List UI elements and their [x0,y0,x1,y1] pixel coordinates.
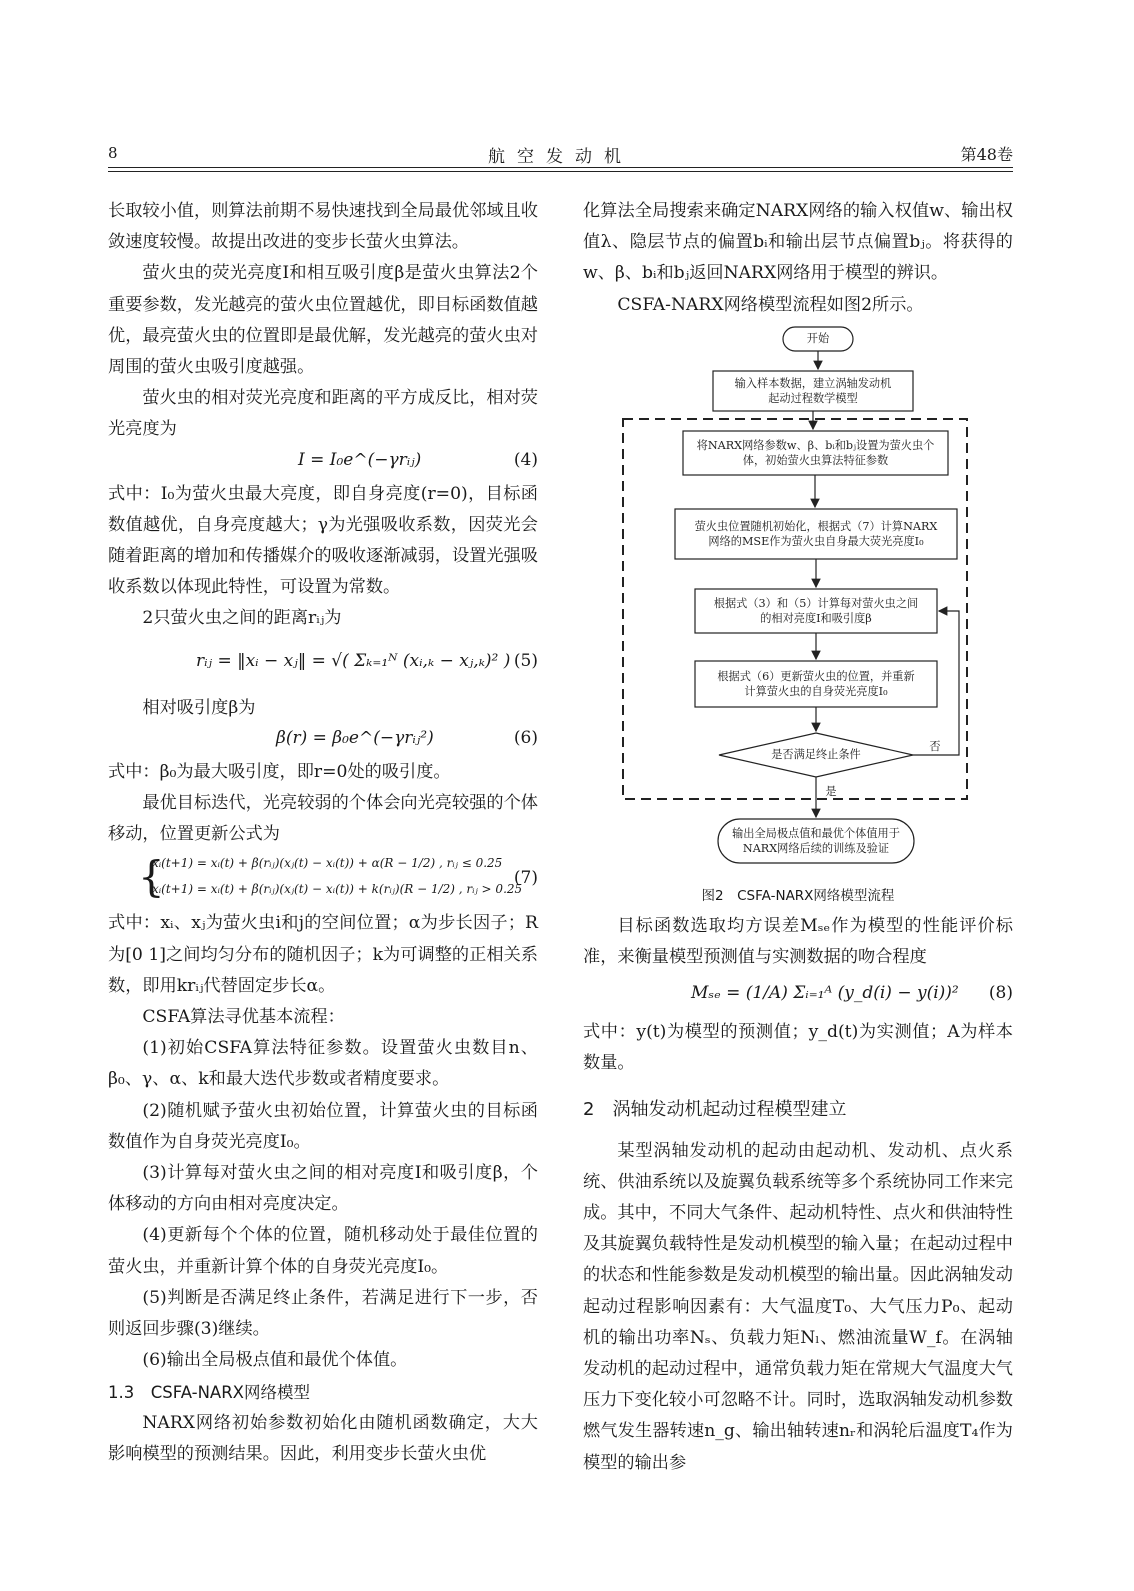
volume-label: 第48卷 [960,145,1013,164]
flow-decision: 是否满足终止条件 [771,747,861,761]
equation-8 [583,973,1013,1017]
flow-init-line: 萤火虫位置随机初始化，根据式（7）计算NARX [694,519,938,533]
paragraph: 长取较小值，则算法前期不易快速找到全局最优邻域且收敛速度较慢。故提出改进的变步长萤火虫算法。 [108,201,538,253]
journal-title: 航空发动机 [488,147,633,167]
flow-output-line: 输出全局极点值和最优个体值用于 [732,826,900,840]
equation-7 [108,850,538,908]
flow-input-line: 起动过程数学模型 [768,391,858,405]
paragraph: 式中：y(t)为模型的预测值；y_d(t)为实测值；A为样本数量。 [583,1022,1013,1074]
header-rule [108,167,1013,168]
paragraph: 相对吸引度β为 [142,697,256,718]
step-2: (2)随机赋予萤火虫初始位置，计算萤火虫的目标函数值作为自身荧光亮度I₀。 [108,1100,538,1152]
figure-caption: 图2 CSFA-NARX网络模型流程 [701,887,895,904]
flowchart-figure [583,321,1013,883]
section-heading-2: 2 涡轴发动机起动过程模型建立 [583,1098,847,1120]
paragraph: 萤火虫的相对荧光亮度和距离的平方成反比，相对荧光亮度为 [108,388,538,440]
equation-body: I = I₀e^(−γrᵢⱼ) [298,449,422,470]
flow-init-line: 网络的MSE作为萤火虫自身最大荧光亮度I₀ [708,534,924,548]
paragraph: 萤火虫的荧光亮度I和相互吸引度β是萤火虫算法2个重要参数，发光越亮的萤火虫位置越优，即目标函数值越优，最亮萤火虫的位置即是最优解，发光越亮的萤火虫对周围的萤火虫吸引度越强。 [108,263,538,378]
step-6: (6)输出全局极点值和最优个体值。 [142,1350,408,1371]
flow-set-params [683,438,948,468]
flow-no-label: 否 [929,739,941,753]
section-heading-1-3: 1.3 CSFA-NARX网络模型 [108,1382,310,1402]
flow-update-line: 计算萤火虫的自身荧光亮度I₀ [744,684,888,698]
step-5: (5)判断是否满足终止条件，若满足进行下一步，否则返回步骤(3)继续。 [108,1287,538,1340]
flow-calc-line: 的相对亮度I和吸引度β [760,611,872,625]
flow-start: 开始 [806,331,830,345]
equation-body: β(r) = β₀e^(−γrᵢⱼ²) [276,727,434,748]
paragraph: CSFA算法寻优基本流程： [142,1007,345,1028]
equation-line: xᵢ(t+1) = xᵢ(t) + β(rᵢⱼ)(xⱼ(t) − xᵢ(t)) + α(R − 1/2) , rᵢⱼ ≤ 0.25 [152,856,503,871]
flow-output [718,826,914,856]
step-3: (3)计算每对萤火虫之间的相对亮度I和吸引度β，个体移动的方向由相对亮度决定。 [108,1163,538,1215]
flow-input-line: 输入样本数据，建立涡轴发动机 [734,376,892,390]
right-column [583,196,1013,1479]
equation-number: (7) [513,868,538,889]
equation-number: (8) [988,983,1013,1004]
paragraph: 式中：β₀为最大吸引度，即r=0处的吸引度。 [108,761,451,782]
equation-4 [108,446,538,479]
equation-body: Mₛₑ = (1/A) Σᵢ₌₁ᴬ (y_d(i) − y(i))² [691,983,959,1004]
paragraph: CSFA-NARX网络模型流程如图2所示。 [617,294,924,315]
equation-number: (4) [513,449,538,470]
equation-number: (5) [513,650,538,671]
equation-number: (6) [513,727,538,748]
flow-set-line: 将NARX网络参数w、β、bᵢ和bⱼ设置为萤火虫个 [696,438,935,452]
paragraph: NARX网络初始参数初始化由随机函数确定，大大影响模型的预测结果。因此，利用变步长萤火虫优 [108,1412,538,1464]
flow-set-line: 体，初始萤火虫算法特征参数 [742,453,889,467]
flow-yes-label: 是 [825,784,837,798]
paragraph: 2只萤火虫之间的距离rᵢⱼ为 [142,608,342,629]
equation-body: rᵢⱼ = ‖xᵢ − xⱼ‖ = √( Σₖ₌₁ᴺ (xᵢ,ₖ − xⱼ,ₖ)² ) [196,650,511,671]
flow-update-line: 根据式（6）更新萤火虫的位置，并重新 [717,669,915,683]
paragraph: 式中：I₀为萤火虫最大亮度，即自身亮度(r=0)，目标函数值越优，自身亮度越大；γ为光强吸收系数，因荧光会随着距离的增加和传播媒介的吸收逐渐减弱，设置光强吸收系数以体现此特性，可设置为常数。 [108,483,538,598]
equation-line: xᵢ(t+1) = xᵢ(t) + β(rᵢⱼ)(xⱼ(t) − xᵢ(t)) + k(rᵢⱼ)(R − 1/2) , rᵢⱼ > 0.25 [152,882,523,897]
paragraph: 某型涡轴发动机的起动由起动机、发动机、点火系统、供油系统以及旋翼负载系统等多个系统协同工作来完成。其中，不同大气条件、起动机特性、点火和供油特性及其旋翼负载特性是发动机模型的输入量；在起动过程中的状态和性能参数是发动机模型的输出量。因此涡轴发动起动过程影响因素有：大气温度T₀、大气压力P₀、起动机的输出功率Nₛ、负载力矩Nₗ、燃油流量W_f。在涡轴发动机的起动过程中，通常负载力矩在常规大气温度大气压力下变化较小可忽略不计。同时，选取涡轴发动机参数燃气发生器转速n_g、输出轴转速nᵣ和涡轮后温度T₄作为模型的输出参 [583,1140,1013,1473]
flow-calc-line: 根据式（3）和（5）计算每对萤火虫之间 [713,596,919,610]
equation-6 [108,724,538,757]
paragraph: 式中：xᵢ、xⱼ为萤火虫i和j的空间位置；α为步长因子；R为[0 1]之间均匀分布的随机因子；k为可调整的正相关系数，即用krᵢⱼ代替固定步长α。 [108,913,538,996]
equation-brace: { [138,852,165,902]
left-column [108,196,538,1470]
paragraph: 目标函数选取均方误差Mₛₑ作为模型的性能评价标准，来衡量模型预测值与实测数据的吻合程度 [583,915,1013,968]
flow-input [713,376,913,406]
flow-init [675,519,957,549]
step-1: (1)初始CSFA算法特征参数。设置萤火虫数目n、β₀、γ、α、k和最大迭代步数或者精度要求。 [108,1038,538,1090]
paragraph: 化算法全局搜索来确定NARX网络的输入权值w、输出权值λ、隐层节点的偏置bᵢ和输出层节点偏置bⱼ。将获得的w、β、bᵢ和bⱼ返回NARX网络用于模型的辨识。 [583,201,1013,284]
flow-output-line: NARX网络后续的训练及验证 [742,841,890,855]
flow-update [695,669,937,699]
equation-5 [108,635,538,693]
running-header [108,140,1013,166]
step-4: (4)更新每个个体的位置，随机移动处于最佳位置的萤火虫，并重新计算个体的自身荧光亮度I₀。 [108,1225,538,1277]
flow-calc [695,596,937,626]
page-number: 8 [108,144,118,162]
paragraph: 最优目标迭代，光亮较弱的个体会向光亮较强的个体移动，位置更新公式为 [108,793,538,845]
header-rule-thin [108,171,1013,172]
